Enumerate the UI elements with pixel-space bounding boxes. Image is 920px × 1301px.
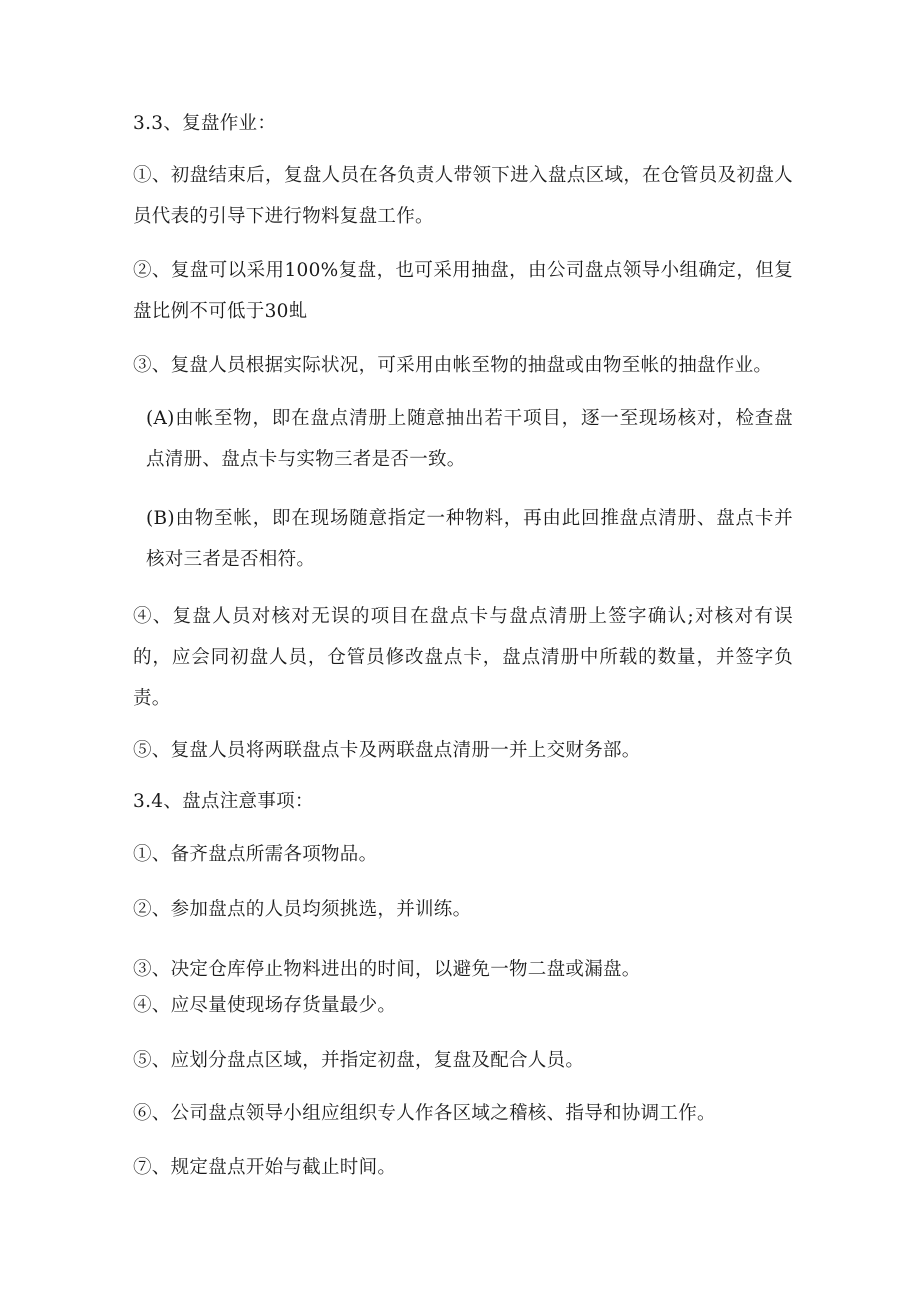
note-item-1: ①、备齐盘点所需各项物品。 [133,844,378,865]
note-item-7: ⑦、规定盘点开始与截止时间。 [133,1157,397,1178]
section-heading-3-3: 3.3、复盘作业： [133,113,277,134]
note-item-4: ④、应尽量使现场存货量最少。 [133,995,397,1016]
paragraph-sub-b: (B)由物至帐，即在现场随意指定一种物料，再由此回推盘点清册、盘点卡并核对三者是否相符。 [146,508,793,570]
paragraph-item-2: ②、复盘可以采用100%复盘，也可采用抽盘，由公司盘点领导小组确定，但复盘比例不可低于30虬 [133,260,793,322]
note-item-2: ②、参加盘点的人员均须挑选，并训练。 [133,899,472,920]
section-heading-3-4: 3.4、盘点注意事项： [133,791,314,812]
note-item-3: ③、决定仓库停止物料进出的时间，以避免一物二盘或漏盘。 [133,959,641,980]
paragraph-item-1: ①、初盘结束后，复盘人员在各负责人带领下进入盘点区域，在仓管员及初盘人员代表的引导下进行物料复盘工作。 [133,165,793,227]
paragraph-item-3: ③、复盘人员根据实际状况，可采用由帐至物的抽盘或由物至帐的抽盘作业。 [133,355,773,376]
note-item-5: ⑤、应划分盘点区域，并指定初盘，复盘及配合人员。 [133,1050,585,1071]
paragraph-sub-a: (A)由帐至物，即在盘点清册上随意抽出若干项目，逐一至现场核对，检查盘点清册、盘点卡与实物三者是否一致。 [146,408,793,470]
note-item-6: ⑥、公司盘点领导小组应组织专人作各区域之稽核、指导和协调工作。 [133,1103,716,1124]
paragraph-item-4: ④、复盘人员对核对无误的项目在盘点卡与盘点清册上签字确认;对核对有误的，应会同初盘人员，仓管员修改盘点卡，盘点清册中所载的数量，并签字负责。 [133,606,793,709]
paragraph-item-5: ⑤、复盘人员将两联盘点卡及两联盘点清册一并上交财务部。 [133,740,641,761]
